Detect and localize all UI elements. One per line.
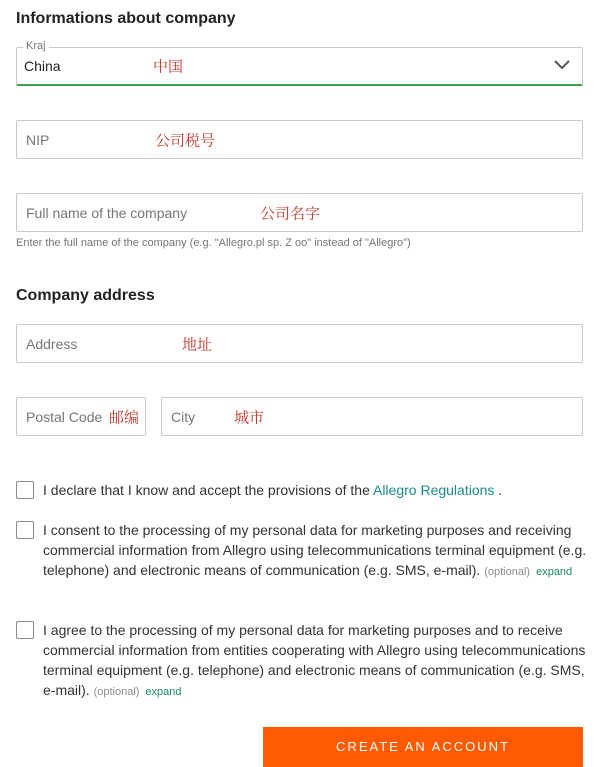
partners-expand-link[interactable]: expand bbox=[145, 686, 182, 698]
regulations-checkbox[interactable] bbox=[16, 481, 34, 499]
address-placeholder: Address bbox=[26, 335, 78, 352]
marketing-consent-checkbox[interactable] bbox=[16, 521, 34, 539]
marketing-optional: (optional) bbox=[484, 566, 531, 578]
nip-placeholder: NIP bbox=[26, 131, 50, 148]
postal-code-placeholder: Postal Code bbox=[26, 408, 103, 425]
city-annotation: 城市 bbox=[234, 408, 265, 426]
address-section-title: Company address bbox=[16, 287, 155, 304]
partners-consent-text bbox=[43, 620, 588, 702]
chevron-down-icon[interactable] bbox=[554, 57, 570, 75]
regulations-text: I declare that I know and accept the provisions of the bbox=[43, 482, 373, 498]
nip-input[interactable] bbox=[16, 120, 583, 159]
marketing-consent-text bbox=[43, 520, 588, 582]
create-account-button[interactable]: CREATE AN ACCOUNT bbox=[263, 727, 583, 767]
partners-text: I agree to the processing of my personal data for marketing purposes and to receive commercial information from entities cooperating with Allegro using telecommunications terminal equipment (e.g. telephone) and electronic means of communication (e.g. SMS, e-mail). bbox=[43, 622, 586, 698]
allegro-regulations-link[interactable]: Allegro Regulations bbox=[372, 482, 495, 498]
country-select[interactable] bbox=[16, 40, 583, 86]
city-placeholder: City bbox=[171, 408, 196, 425]
partners-consent-checkbox[interactable] bbox=[16, 621, 34, 639]
city-input[interactable] bbox=[161, 397, 583, 436]
address-annotation: 地址 bbox=[182, 335, 213, 353]
country-label: Kraj bbox=[23, 40, 49, 52]
marketing-text: I consent to the processing of my personal data for marketing purposes and receiving commercial information from Allegro using telecommunications terminal equipment (e.g. telephone) and electronic means of communication (e.g. SMS, e-mail). bbox=[43, 522, 587, 578]
country-value: China bbox=[24, 58, 61, 74]
company-name-annotation: 公司名字 bbox=[260, 204, 321, 222]
company-section-title: Informations about company bbox=[16, 10, 236, 27]
country-annotation: 中国 bbox=[153, 57, 184, 76]
regulations-suffix: . bbox=[494, 482, 503, 498]
company-name-input[interactable] bbox=[16, 193, 583, 232]
postal-code-input[interactable] bbox=[16, 397, 146, 436]
regulations-consent-text bbox=[43, 480, 588, 500]
address-input[interactable] bbox=[16, 324, 583, 363]
company-name-placeholder: Full name of the company bbox=[26, 204, 188, 221]
postal-code-annotation: 邮编 bbox=[109, 408, 140, 426]
nip-annotation: 公司税号 bbox=[155, 131, 216, 149]
marketing-expand-link[interactable]: expand bbox=[536, 566, 573, 578]
company-name-helper: Enter the full name of the company (e.g. "Allegro.pl sp. Z oo" instead of "Allegro") bbox=[16, 237, 411, 249]
partners-optional: (optional) bbox=[93, 686, 140, 698]
